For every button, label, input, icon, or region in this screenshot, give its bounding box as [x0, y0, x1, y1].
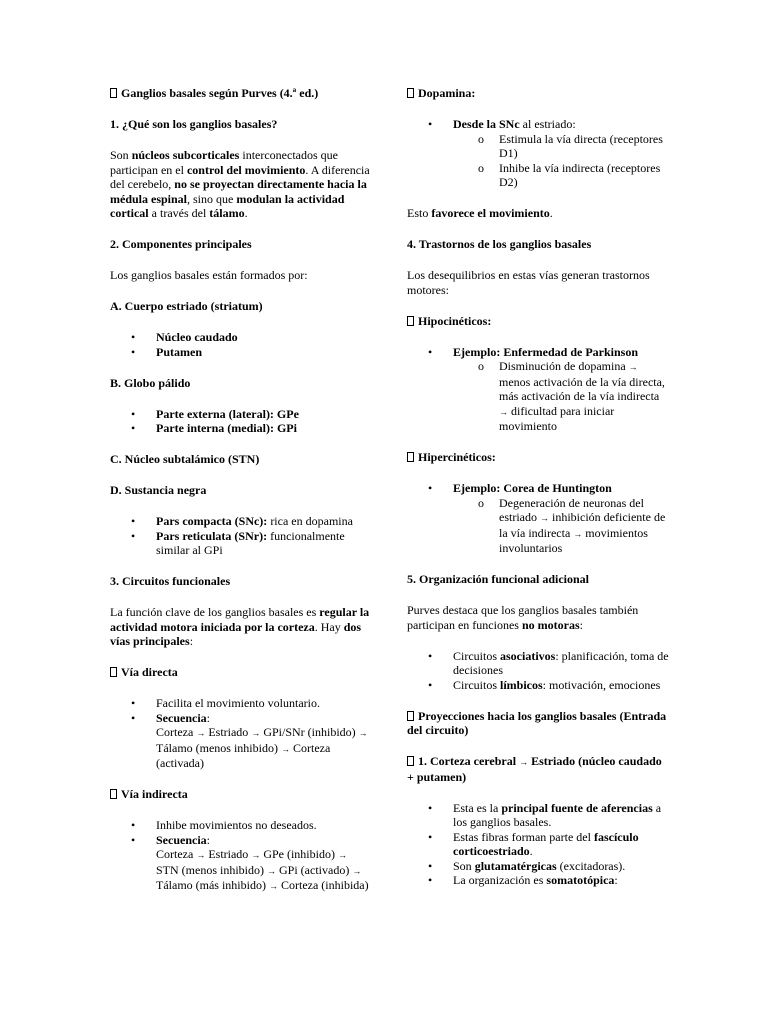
missing-glyph-icon [110, 88, 117, 98]
text-run: , sino que [187, 191, 237, 206]
text-run: (excitadoras). [556, 858, 626, 873]
bold-text: control del movimiento [186, 162, 306, 177]
list-item [110, 818, 372, 833]
heading-text: B. Globo pálido [110, 375, 191, 390]
text-run: . A diferencia del cerebelo, [110, 162, 370, 191]
bold-text: Parte interna (medial): GPi [156, 421, 297, 435]
list-item [110, 529, 372, 558]
text-run: Los desequilibrios en estas vías generan trastornos motores: [407, 268, 650, 297]
section-heading [110, 117, 372, 132]
bold-text: asociativos [500, 648, 556, 663]
text-run: Corteza (activada) [156, 740, 331, 770]
bold-text: Ejemplo: Corea de Huntington [453, 481, 612, 495]
heading-text: Vía indirecta [121, 787, 188, 801]
section-heading [407, 314, 669, 329]
text-run: Tálamo (menos inhibido) [156, 740, 281, 755]
text-run: Los ganglios basales están formados por: [110, 268, 308, 282]
bold-text: límbicos [500, 677, 543, 692]
text-run: GPe (inhibido) [260, 847, 338, 861]
list-item [407, 873, 669, 888]
text-run: inhibición deficiente de la vía indirecta [499, 510, 666, 540]
arrow-icon: → [628, 362, 638, 372]
list-item [110, 345, 372, 360]
section-heading [110, 787, 372, 802]
arrow-icon: → [280, 743, 290, 754]
arrow-icon: → [519, 757, 529, 767]
section-heading [110, 483, 372, 498]
bold-text: somatotópica [546, 873, 615, 887]
text-run: GPi/SNr (inhibido) [260, 725, 359, 739]
section-heading [110, 376, 372, 391]
arrow-icon: → [196, 850, 206, 860]
text-run: Estriado (núcleo caudado + putamen) [407, 754, 662, 784]
bold-text: Ejemplo: Enfermedad de Parkinson [453, 344, 639, 359]
text-run: : planificación, toma de decisiones [453, 648, 669, 677]
bold-text: fascículo corticoestriado [453, 829, 639, 858]
section-heading [110, 237, 372, 252]
heading-text: 5. Organización funcional adicional [407, 572, 590, 586]
missing-glyph-icon [110, 667, 117, 677]
text-run: Circuitos [453, 648, 500, 663]
bullet-list [110, 330, 372, 359]
arrow-icon: → [267, 865, 276, 876]
text-run: . [244, 206, 248, 220]
paragraph [110, 148, 372, 221]
heading-text: 1. ¿Qué son los ganglios basales? [110, 117, 278, 131]
text-run: GPi (activado) [276, 862, 353, 877]
text-run: dificultad para iniciar movimiento [499, 403, 615, 433]
bold-text: glutamatérgicas [474, 858, 557, 873]
bullet-list [110, 514, 372, 558]
bold-text: tálamo [209, 206, 245, 220]
section-heading [110, 574, 372, 589]
sub-list-item: o Estimula la vía directa (receptores D1) [453, 132, 669, 161]
section-heading [407, 709, 669, 738]
heading-text: C. Núcleo subtalámico (STN) [110, 452, 260, 466]
heading-text: 2. Componentes principales [110, 237, 252, 251]
heading-text: A. Cuerpo estriado (striatum) [110, 299, 263, 313]
arrow-icon: → [268, 881, 278, 891]
bullet-list [407, 481, 669, 556]
arrow-icon: → [499, 406, 508, 417]
bold-text: Desde la SNc [453, 117, 520, 131]
bold-text: no motoras [521, 617, 580, 632]
text-run: La función clave de los ganglios basales es [110, 605, 320, 619]
section-heading [110, 86, 372, 101]
list-item [407, 649, 669, 678]
text-run: STN (menos inhibido) [156, 862, 267, 877]
list-item [407, 801, 669, 830]
left-column [110, 86, 372, 910]
text-run: Esto [407, 206, 432, 220]
text-run: Tálamo (más inhibido) [156, 878, 269, 892]
text-run: Esta es la [453, 800, 502, 815]
text-run: . [549, 206, 553, 220]
arrow-icon: → [540, 513, 549, 523]
bold-text: no se proyectan directamente hacia la médula espinal [110, 177, 367, 206]
bold-text: favorece el movimiento [431, 206, 550, 220]
missing-glyph-icon [407, 316, 414, 326]
text-run: Disminución de dopamina [499, 359, 629, 373]
arrow-icon: → [196, 728, 206, 738]
text-run: : [206, 832, 211, 847]
section-heading [407, 450, 669, 465]
text-run: interconectados que participan en el [110, 148, 338, 177]
heading-text: Hipercinéticos: [418, 450, 496, 464]
arrow-icon: → [251, 850, 261, 860]
missing-glyph-icon [407, 452, 414, 462]
bold-text: Secuencia [156, 710, 207, 725]
text-run: Estas fibras forman parte del [453, 829, 594, 844]
list-item [407, 678, 669, 693]
bullet-list [407, 801, 669, 888]
text-run: : motivación, emociones [542, 677, 661, 692]
bold-text: Putamen [156, 344, 202, 359]
list-item [110, 421, 372, 436]
bold-text: dos vías principales [110, 619, 362, 648]
sub-list-item [453, 359, 669, 434]
list-item [110, 330, 372, 345]
list-item [407, 481, 669, 556]
heading-text: Dopamina: [418, 86, 476, 100]
text-run: Corteza [156, 725, 197, 739]
section-heading [407, 572, 669, 587]
text-run: Circuitos [453, 677, 500, 692]
text-run: a través del [148, 206, 210, 220]
missing-glyph-icon [110, 789, 117, 799]
paragraph [407, 603, 669, 632]
heading-text: Vía directa [121, 665, 178, 679]
text-run: Estriado [205, 725, 252, 739]
bold-text: principal fuente de aferencias [501, 800, 653, 815]
text-run: Estriado [205, 847, 252, 861]
heading-text: 4. Trastornos de los ganglios basales [407, 237, 592, 251]
bold-text: Secuencia [156, 832, 207, 847]
text-run: a los ganglios basales. [453, 800, 662, 829]
section-heading [407, 754, 669, 784]
bullet-list [407, 649, 669, 693]
arrow-icon: → [352, 865, 362, 876]
text-run: rica en dopamina [267, 514, 353, 528]
text-run: Son [453, 858, 475, 873]
paragraph [407, 206, 669, 221]
text-run: : [189, 634, 194, 648]
section-heading [110, 452, 372, 467]
missing-glyph-icon [407, 711, 414, 721]
text-run: : [206, 710, 211, 725]
text-run: Purves destaca que los ganglios basales también participan en funciones [407, 603, 639, 632]
sub-list [453, 132, 669, 190]
list-item [110, 407, 372, 422]
arrow-icon: → [337, 850, 347, 860]
text-run: funcionalmente similar al GPi [156, 528, 345, 557]
bullet-list [110, 696, 372, 771]
text-run: Corteza [156, 847, 197, 861]
text-run: : [579, 617, 583, 632]
missing-glyph-icon [407, 88, 414, 98]
section-heading [110, 299, 372, 314]
text-run: Inhibe movimientos no deseados. [156, 818, 317, 832]
missing-glyph-icon [407, 756, 414, 766]
list-item [110, 514, 372, 529]
text-run: Corteza (inhibida) [277, 878, 369, 892]
bold-text: Pars reticulata (SNr): [156, 528, 268, 543]
paragraph [407, 268, 669, 297]
bold-text: núcleos subcorticales [131, 148, 240, 162]
sub-list [453, 496, 669, 556]
sub-list-item: o Inhibe la vía indirecta (receptores D2) [453, 161, 669, 190]
arrow-icon: → [358, 728, 368, 738]
bullet-list [407, 345, 669, 434]
section-heading [407, 237, 669, 252]
text-run: : [614, 873, 618, 887]
arrow-icon: → [251, 728, 261, 738]
text-run: Son [110, 148, 132, 162]
bullet-list [407, 117, 669, 190]
list-item [407, 830, 669, 859]
heading-text: Hipocinéticos: [418, 313, 492, 328]
bullet-list [110, 818, 372, 894]
text-run: La organización es [453, 873, 547, 887]
list-item [110, 696, 372, 711]
list-item [407, 117, 669, 190]
heading-text: Proyecciones hacia los ganglios basales (Entrada del circuito) [407, 708, 667, 737]
sub-list-item [453, 496, 669, 556]
list-item [407, 859, 669, 874]
section-heading [110, 665, 372, 680]
text-run: . Hay [314, 619, 344, 634]
text-run: Facilita el movimiento voluntario. [156, 696, 320, 710]
arrow-icon: → [573, 528, 583, 539]
bold-text: Parte externa (lateral): GPe [156, 406, 299, 421]
list-item [110, 833, 372, 894]
sub-list [453, 359, 669, 434]
heading-text: Ganglios basales según Purves (4.ª ed.) [121, 86, 319, 100]
paragraph [110, 605, 372, 649]
paragraph [110, 268, 372, 283]
section-heading [407, 86, 669, 101]
heading-text: 3. Circuitos funcionales [110, 574, 231, 588]
text-run: . [529, 844, 533, 858]
text-run: movimientos involuntarios [499, 525, 648, 555]
bold-text: regular la actividad motora iniciada por la corteza [110, 605, 370, 634]
text-run: 1. Corteza cerebral [418, 754, 520, 768]
text-run: al estriado: [519, 117, 576, 131]
list-item [407, 345, 669, 434]
list-item [110, 711, 372, 771]
heading-text: D. Sustancia negra [110, 483, 207, 497]
bold-text: Pars compacta (SNc): [156, 514, 268, 528]
bullet-list [110, 407, 372, 436]
text-run: menos activación de la vía directa, más activación de la vía indirecta [499, 374, 665, 403]
right-column [407, 86, 669, 904]
bold-text: Núcleo caudado [156, 330, 238, 344]
bold-text: modulan la actividad cortical [110, 191, 345, 220]
text-run: Degeneración de neuronas del estriado [499, 495, 644, 524]
